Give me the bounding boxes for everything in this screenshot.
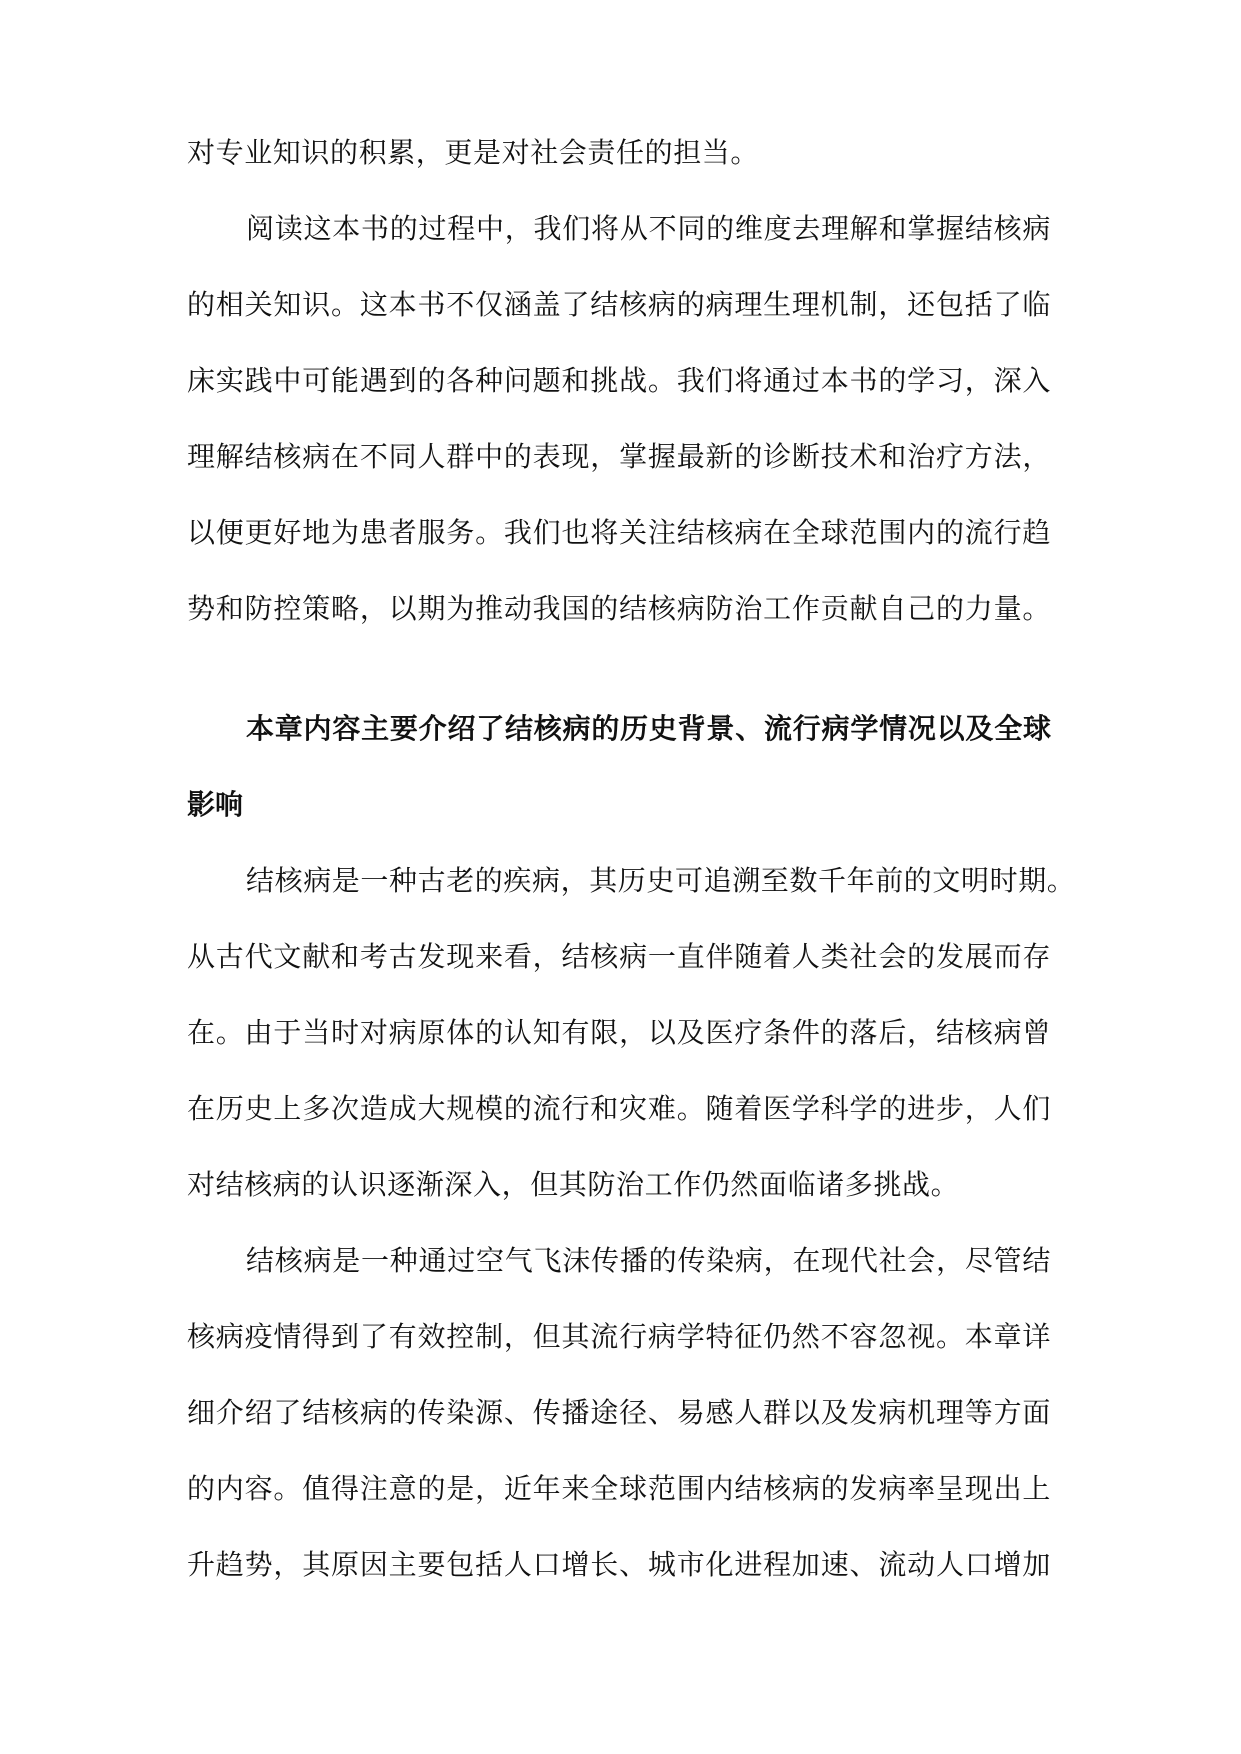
paragraph-line: 核病疫情得到了有效控制，但其流行病学特征仍然不容忽视。本章详 — [187, 1320, 1051, 1353]
paragraph-line: 从古代文献和考古发现来看，结核病一直伴随着人类社会的发展而存 — [187, 940, 1051, 973]
paragraph-line: 在。由于当时对病原体的认知有限，以及医疗条件的落后，结核病曾 — [187, 1016, 1051, 1049]
paragraph-line: 结核病是一种古老的疾病，其历史可追溯至数千年前的文明时期。 — [246, 864, 1076, 897]
paragraph-line: 结核病是一种通过空气飞沫传播的传染病，在现代社会，尽管结 — [246, 1244, 1051, 1277]
paragraph-line: 的相关知识。这本书不仅涵盖了结核病的病理生理机制，还包括了临 — [187, 288, 1051, 321]
section-heading-line: 影响 — [187, 788, 244, 821]
paragraph-line: 的内容。值得注意的是，近年来全球范围内结核病的发病率呈现出上 — [187, 1472, 1051, 1505]
paragraph-line: 势和防控策略，以期为推动我国的结核病防治工作贡献自己的力量。 — [187, 592, 1051, 625]
paragraph-line: 升趋势，其原因主要包括人口增长、城市化进程加速、流动人口增加 — [187, 1548, 1051, 1581]
paragraph-line: 阅读这本书的过程中，我们将从不同的维度去理解和掌握结核病 — [246, 212, 1051, 245]
section-heading-line: 本章内容主要介绍了结核病的历史背景、流行病学情况以及全球 — [246, 712, 1051, 745]
paragraph-line: 对结核病的认识逐渐深入，但其防治工作仍然面临诸多挑战。 — [187, 1168, 960, 1201]
paragraph-line: 床实践中可能遇到的各种问题和挑战。我们将通过本书的学习，深入 — [187, 364, 1051, 397]
paragraph-line: 在历史上多次造成大规模的流行和灾难。随着医学科学的进步，人们 — [187, 1092, 1051, 1125]
paragraph-line: 理解结核病在不同人群中的表现，掌握最新的诊断技术和治疗方法， — [187, 440, 1051, 473]
paragraph-line: 对专业知识的积累，更是对社会责任的担当。 — [187, 136, 760, 169]
paragraph-line: 以便更好地为患者服务。我们也将关注结核病在全球范围内的流行趋 — [187, 516, 1051, 549]
paragraph-line: 细介绍了结核病的传染源、传播途径、易感人群以及发病机理等方面 — [187, 1396, 1051, 1429]
